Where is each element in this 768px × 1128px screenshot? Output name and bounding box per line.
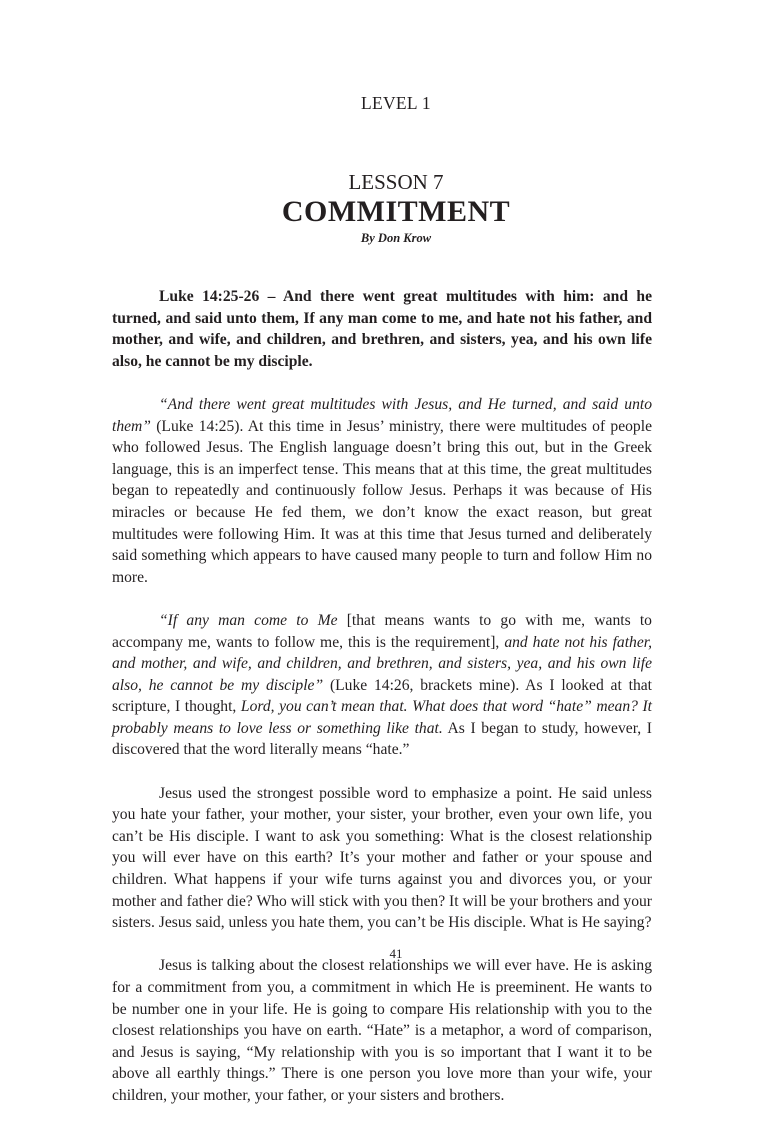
lesson-body [112, 286, 652, 1128]
text-segment: (Luke 14:26, brackets mine). As I looked at that scripture, I thought, [112, 676, 653, 716]
level-heading: LEVEL 1 [361, 93, 431, 113]
quote-segment: “If any man come to Me [159, 611, 338, 629]
page-title: COMMITMENT [281, 195, 511, 228]
text-segment: (Luke 14:25). At this time in Jesus’ ministry, there were multitudes of people who followed Jesus. The English language doesn’t bring this out, but in the Greek language, this is an imperfect tense. This means that at this time, the great multitudes began to repeatedly and continuously follow Jesus. Perhaps it was because of His miracles or because He fed them, we don’t know the exact reason, but great multitudes were following Him. It was at this time that Jesus turned and deliberately said something which appears to have caused many people to turn and follow Him no more. [112, 417, 652, 586]
scripture-paragraph [112, 286, 652, 372]
text-segment: Luke 14:25-26 – And there went great multitudes with him: and he turned, and said unto them, If any man come to me, and hate not his father, and mother, and wife, and children, and brethren, and sisters, yea, and his own life also, he cannot be my disciple. [112, 288, 652, 370]
body-paragraph [112, 610, 652, 761]
author-byline: By Don Krow [360, 231, 432, 245]
text-segment: Jesus is talking about the closest relationships we will ever have. He is asking for a commitment from you, a commitment in which He is preeminent. He wants to be number one in your life. He is going to compare His relationship with you to the closest relationships you have on earth. “Hate” is a metaphor, a word of comparison, and Jesus is saying, “My relationship with you is so important that I want it to be above all earthly things.” There is one person you love more than your wife, your children, your mother, your father, or your sisters and brothers. [112, 957, 652, 1104]
thought-segment: Lord, you can’t mean that. What does that word “hate” mean? It probably means to love less or something like that. [112, 698, 653, 737]
quote-segment: and hate not his father, and mother, and wife, and children, and brethren, and sisters, yea, and his own life also, he cannot be my disciple” [112, 633, 653, 694]
page-number: 41 [389, 946, 403, 961]
body-paragraph [112, 394, 652, 588]
quote-segment: “And there went great multitudes with Jesus, and He turned, and said unto them” [112, 395, 652, 435]
text-segment: As I began to study, however, I discovered that the word literally means “hate.” [112, 719, 652, 759]
lesson-number: LESSON 7 [348, 170, 444, 194]
text-segment: Jesus used the strongest possible word to emphasize a point. He said unless you hate your father, your mother, your sister, your brother, even your own life, you can’t be His disciple. I want to ask you something: What is the closest relationship you will ever have on this earth? It’s your mother and father or your spouse and children. What happens if your wife turns against you and divorces you, or your mother and father die? Who will stick with you then? It will be your brothers and your sisters. Jesus said, unless you hate them, you can’t be His disciple. What is He saying? [112, 784, 652, 932]
body-paragraph [112, 783, 652, 934]
text-segment: [that means wants to go with me, wants to accompany me, wants to follow me, this is the requirement], [112, 611, 652, 651]
body-paragraph [112, 955, 652, 1106]
